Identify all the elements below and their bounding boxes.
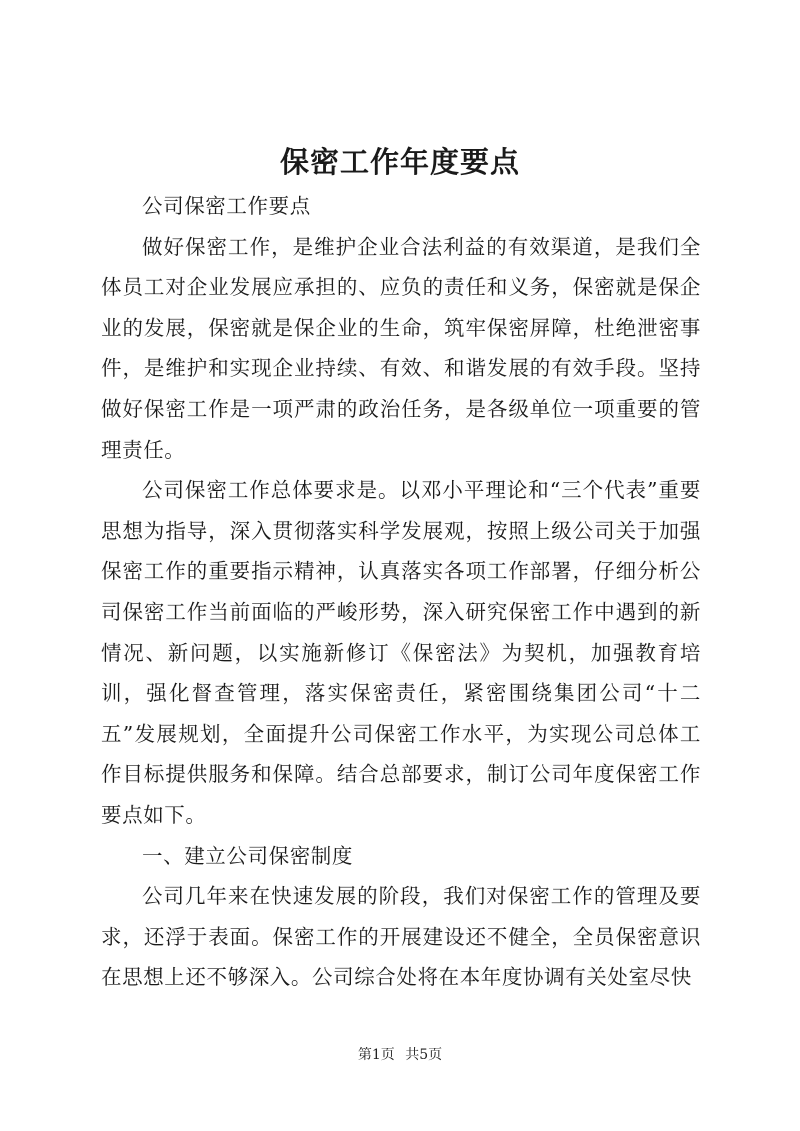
body-paragraph: 公司几年来在快速发展的阶段，我们对保密工作的管理及要求，还浮于表面。保密工作的开展建设还不健全，全员保密意识在思想上还不够深入。公司综合处将在本年度协调有关处室尽快 [101,884,701,990]
body-paragraph: 做好保密工作，是维护企业合法利益的有效渠道，是我们全体员工对企业发展应承担的、应负的责任和义务，保密就是保企业的发展，保密就是保企业的生命，筑牢保密屏障，杜绝泄密事件，是维护和实现企业持续、有效、和谐发展的有效手段。坚持做好保密工作是一项严肃的政治任务，是各级单位一项重要的管理责任。 [101,234,701,462]
section-heading: 公司保密工作要点 [142,194,311,218]
page-total: 共5页 [405,1047,443,1063]
section-heading: 一、建立公司保密制度 [142,843,353,868]
body-paragraph: 公司保密工作总体要求是。以邓小平理论和“三个代表”重要思想为指导，深入贯彻落实科学发展观，按照上级公司关于加强保密工作的重要指示精神，认真落实各项工作部署，仔细分析公司保密工作当前面临的严峻形势，深入研究保密工作中遇到的新情况、新问题，以实施新修订《保密法》为契机，加强教育培训，强化督查管理，落实保密责任，紧密围绕集团公司“十二五”发展规划，全面提升公司保密工作水平，为实现公司总体工作目标提供服务和保障。结合总部要求，制订公司年度保密工作要点如下。 [101,478,701,827]
page-number: 第1页 [357,1047,395,1063]
document-title: 保密工作年度要点 [279,145,520,179]
page-footer [0,1045,800,1065]
document-body [101,186,701,998]
